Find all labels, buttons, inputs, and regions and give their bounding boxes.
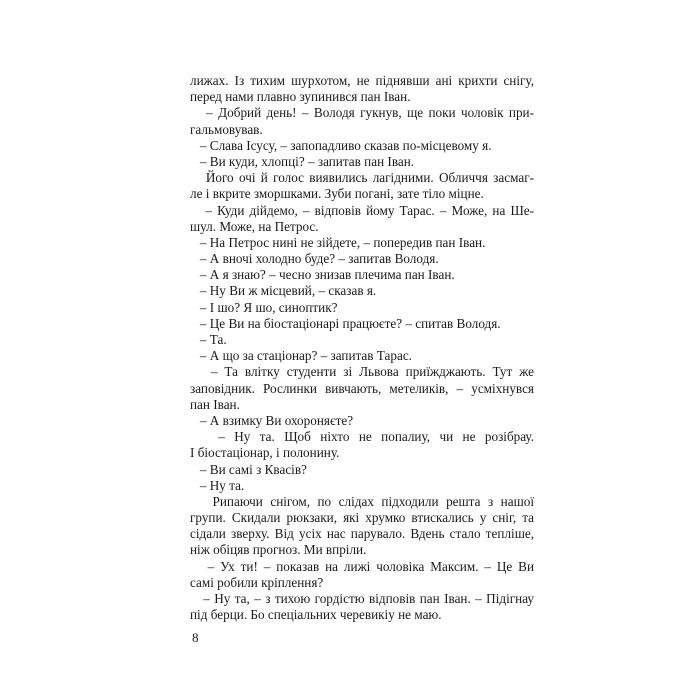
text-line: – Куди дійдемо, – відповів йому Тарас. – Може, на Ше-: [190, 202, 534, 218]
text-line: під берци. Бо спеціальних черевикіу не маю.: [190, 607, 442, 623]
text-line: ле і вкрите зморшками. Зуби погані, зате тіло міцне.: [190, 186, 484, 202]
text-line: І біостаціонар, і полонину.: [190, 445, 340, 461]
text-line: ніж обіцяв прогноз. Ми впріли.: [190, 542, 367, 558]
text-line: сідали зверху. Від усіх нас парувало. Вдень стало тепліше,: [190, 526, 534, 542]
text-line: – Ну та, – з тихою гордістю відповів пан Іван. – Підігнау: [190, 591, 534, 606]
text-line: самі робили кріплення?: [190, 574, 324, 590]
text-line: – Слава Ісусу, – запопадливо сказав по-місцевому я.: [190, 137, 492, 153]
text-line: – Ну та.: [190, 477, 245, 493]
text-line: – Ну та. Щоб ніхто не попалиу, чи не розібрау.: [190, 429, 534, 445]
body-text: [190, 73, 534, 623]
text-line: – А вночі холодно буде? – запитав Володя.: [190, 251, 439, 267]
text-line: – На Петрос нині не зійдете, – попередив пан Іван.: [190, 234, 486, 250]
text-line: пан Іван.: [190, 396, 240, 412]
text-line: лижах. Із тихим шурхотом, не піднявши ані крихти снігу,: [190, 73, 534, 88]
text-line: групи. Скидали рюкзаки, які хрумко втискались у сніг, та: [190, 510, 534, 526]
text-line: перед нами плавно зупинився пан Іван.: [190, 89, 411, 105]
text-line: гальмовував.: [190, 121, 263, 137]
text-line: – Це Ви на біостаціонарі працюєте? – спитав Володя.: [190, 315, 501, 331]
text-line: – А взимку Ви охороняєте?: [190, 412, 354, 428]
text-line: – А я знаю? – чесно знизав плечима пан Іван.: [190, 267, 455, 283]
text-line: – Та влітку студенти зі Львова приїжджають. Тут же: [190, 364, 534, 380]
page-number: 8: [192, 630, 199, 645]
text-line: – Добрий день! – Володя гукнув, ще поки чоловік при-: [190, 105, 534, 121]
text-line: – А що за стаціонар? – запитав Тарас.: [190, 348, 412, 364]
text-line: Його очі й голос виявились лагідними. Обличчя засмаг-: [190, 170, 534, 186]
text-line: – Ну Ви ж місцевий, – сказав я.: [190, 283, 377, 299]
text-line: Рипаючи снігом, по слідах підходили решта з нашої: [190, 493, 534, 509]
text-line: – Ви самі з Квасів?: [190, 461, 307, 477]
text-line: – І шо? Я шо, синоптик?: [190, 299, 338, 315]
text-line: заповідник. Рослинки вивчають, метеликів, – усміхнувся: [190, 380, 534, 396]
text-line: шул. Може, на Петрос.: [190, 218, 319, 234]
text-line: – Ви куди, хлопці? – запитав пан Іван.: [190, 153, 415, 169]
text-line: – Ух ти! – показав на лижі чоловіка Максим. – Це Ви: [190, 558, 534, 574]
text-line: – Та.: [190, 332, 227, 347]
